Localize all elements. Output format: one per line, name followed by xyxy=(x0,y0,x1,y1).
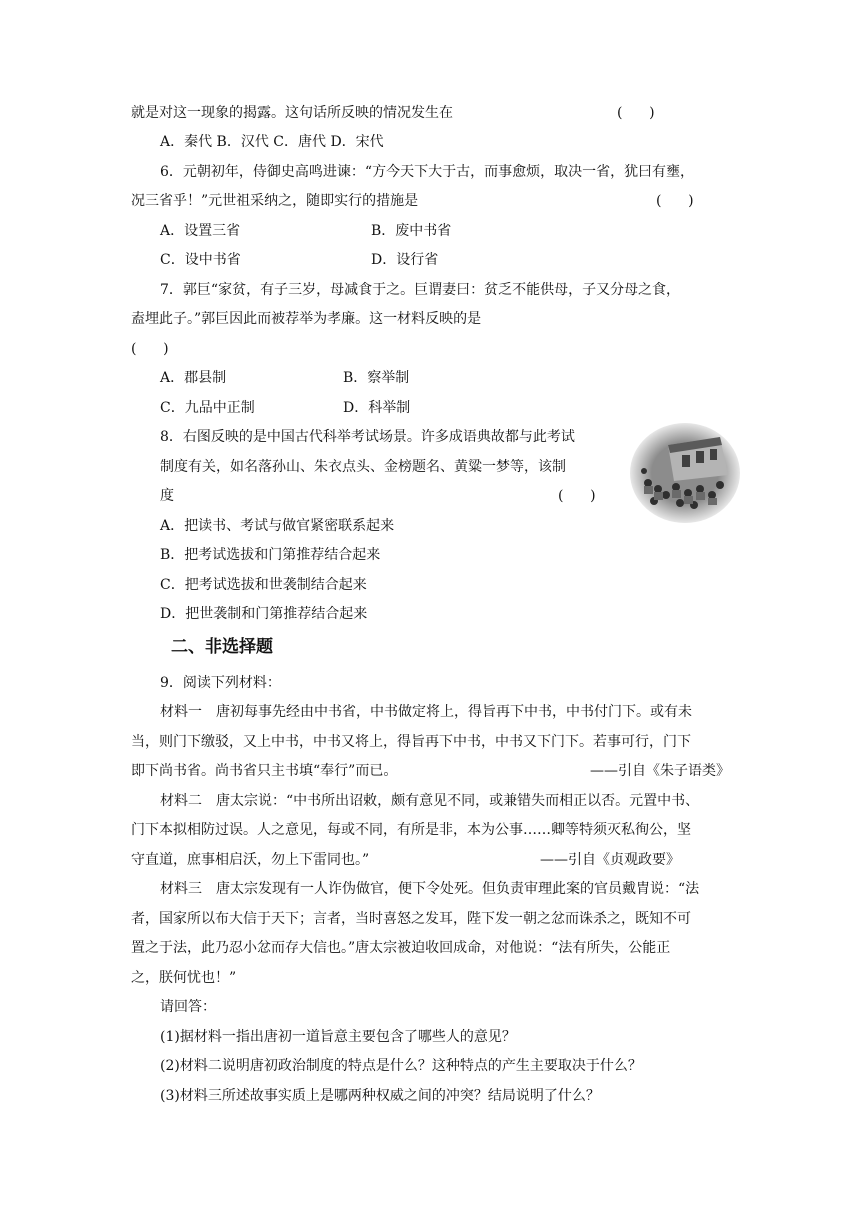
ask-label: 请回答： xyxy=(160,999,216,1015)
material-1-line-1: 材料一 唐初每事先经由中书省，中书做定将上，得旨再下中书，中书付门下。或有未 xyxy=(160,704,692,720)
answer-paren-7: ( ) xyxy=(131,341,169,357)
sub-question-2: (2)材料二说明唐初政治制度的特点是什么？这种特点的产生主要取决于什么？ xyxy=(160,1058,642,1074)
q8-option-a: A．把读书、考试与做官紧密联系起来 xyxy=(160,518,395,534)
material-2-line-3: 守直道，庶事相启沃，勿上下雷同也。” xyxy=(131,852,370,868)
q8-line-3: 度 xyxy=(160,488,174,504)
q8-line-1: 8．右图反映的是中国古代科举考试场景。许多成语典故都与此考试 xyxy=(160,429,575,445)
answer-paren-5: ( ) xyxy=(617,105,655,121)
q8-option-b: B．把考试选拔和门第推荐结合起来 xyxy=(160,547,381,563)
q6-line-2: 况三省乎！”元世祖采纳之，随即实行的措施是 xyxy=(131,193,419,209)
q7-option-c: C．九品中正制 xyxy=(160,400,255,416)
q8-option-c: C．把考试选拔和世袭制结合起来 xyxy=(160,577,367,593)
material-3-line-1: 材料三 唐太宗发现有一人诈伪做官，便下令处死。但负责审理此案的官员戴胄说：“法 xyxy=(160,881,700,897)
q8-option-d: D．把世袭制和门第推荐结合起来 xyxy=(160,606,368,622)
material-1-line-3: 即下尚书省。尚书省只主书填“奉行”而已。 xyxy=(131,763,398,779)
sub-question-1: (1)据材料一指出唐初一道旨意主要包含了哪些人的意见？ xyxy=(160,1029,516,1045)
material-1-line-2: 当，则门下缴驳，又上中书，中书又将上，得旨再下中书，中书又下门下。若事可行，门下 xyxy=(131,734,691,750)
q9-intro: 9．阅读下列材料： xyxy=(160,675,281,691)
q8-line-2: 制度有关，如名落孙山、朱衣点头、金榜题名、黄粱一梦等，该制 xyxy=(160,459,566,475)
line-1: 就是对这一现象的揭露。这句话所反映的情况发生在 xyxy=(131,105,453,121)
section-heading: 二、非选择题 xyxy=(171,637,273,657)
q6-option-b: B．废中书省 xyxy=(371,223,452,239)
material-1-source: ——引自《朱子语类》 xyxy=(590,763,730,779)
q6-option-a: A．设置三省 xyxy=(160,223,241,239)
sub-question-3: (3)材料三所述故事实质上是哪两种权威之间的冲突？结局说明了什么？ xyxy=(160,1088,600,1104)
q7-option-b: B．察举制 xyxy=(343,370,410,386)
q6-line-1: 6．元朝初年，侍御史高鸣进谏：“方今天下大于古，而事愈烦，取决一省，犹曰有壅， xyxy=(160,164,695,180)
q7-option-d: D．科举制 xyxy=(343,400,411,416)
material-2-line-2: 门下本拟相防过误。人之意见，每或不同，有所是非，本为公事……卿等特须灭私徇公，坚 xyxy=(131,822,691,838)
answer-paren-6: ( ) xyxy=(656,193,694,209)
material-3-line-4: 之，朕何忧也！” xyxy=(131,970,237,986)
q7-option-a: A．郡县制 xyxy=(160,370,227,386)
material-3-line-2: 者，国家所以布大信于天下；言者，当时喜怒之发耳，陛下发一朝之忿而诛杀之，既知不可 xyxy=(131,911,691,927)
material-2-line-1: 材料二 唐太宗说：“中书所出诏敕，颇有意见不同，或兼错失而相正以否。元置中书、 xyxy=(160,793,700,809)
material-2-source: ——引自《贞观政要》 xyxy=(540,852,680,868)
q7-line-1: 7．郭巨“家贫，有子三岁，母减食于之。巨谓妻曰：贫乏不能供母，子又分母之食， xyxy=(160,282,681,298)
q7-line-2: 盍埋此子。”郭巨因此而被荐举为孝廉。这一材料反映的是 xyxy=(131,311,482,327)
material-3-line-3: 置之于法，此乃忍小忿而存大信也。”唐太宗被迫收回成命，对他说：“法有所失，公能正 xyxy=(131,940,671,956)
q6-option-c: C．设中书省 xyxy=(160,252,241,268)
answer-paren-8: ( ) xyxy=(558,488,596,504)
q6-option-d: D．设行省 xyxy=(371,252,439,268)
exam-scene-image xyxy=(630,423,740,523)
q5-options: A．秦代 B．汉代 C．唐代 D．宋代 xyxy=(160,134,384,150)
